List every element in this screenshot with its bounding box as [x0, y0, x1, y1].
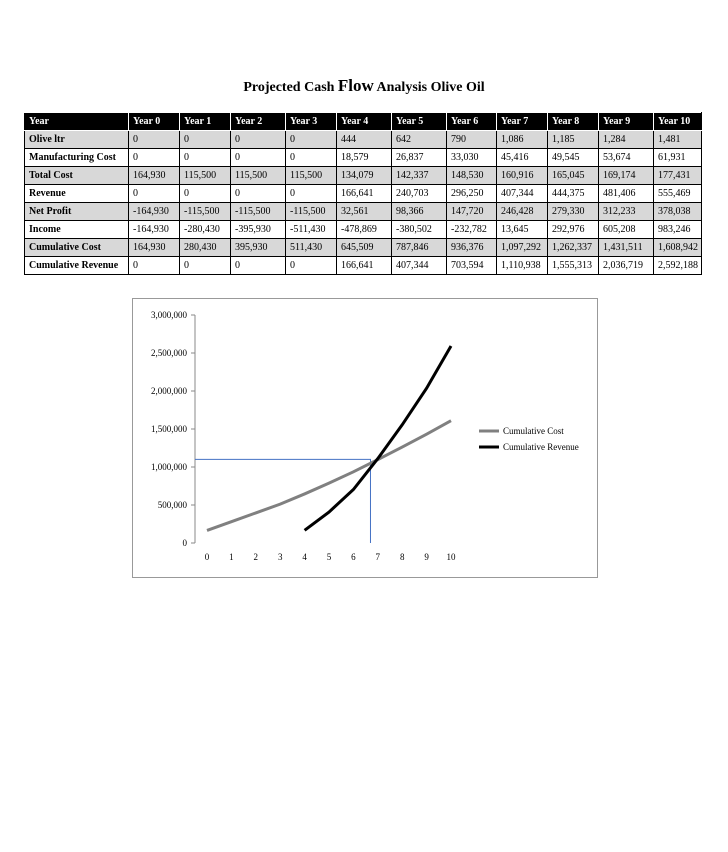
cash-flow-table — [24, 112, 702, 275]
table-cell: 1,284 — [599, 131, 654, 149]
x-tick-label: 7 — [375, 552, 381, 562]
table-cell: 0 — [129, 149, 180, 167]
table-cell: 0 — [286, 149, 337, 167]
row-label: Cumulative Cost — [25, 239, 129, 257]
table-cell: 98,366 — [392, 203, 447, 221]
table-cell: 164,930 — [129, 167, 180, 185]
table-cell: 1,431,511 — [599, 239, 654, 257]
y-tick-label: 2,000,000 — [151, 386, 187, 396]
x-tick-label: 2 — [253, 552, 259, 562]
table-cell: 296,250 — [447, 185, 497, 203]
table-cell: 0 — [129, 185, 180, 203]
header-year-1: Year 1 — [180, 113, 231, 131]
table-row — [25, 257, 702, 275]
table-cell: -115,500 — [180, 203, 231, 221]
y-tick-label: 1,000,000 — [151, 462, 187, 472]
table-cell: 444 — [337, 131, 392, 149]
table-cell: 0 — [129, 257, 180, 275]
table-cell: 444,375 — [548, 185, 599, 203]
table-cell: 0 — [231, 131, 286, 149]
x-tick-label: 10 — [446, 552, 456, 562]
table-cell: 18,579 — [337, 149, 392, 167]
title-part-3: Analysis Olive Oil — [373, 80, 485, 95]
row-label: Cumulative Revenue — [25, 257, 129, 275]
series-line-1 — [305, 346, 451, 530]
table-cell: 164,930 — [129, 239, 180, 257]
table-cell: 395,930 — [231, 239, 286, 257]
table-cell: 148,530 — [447, 167, 497, 185]
table-cell: -164,930 — [129, 203, 180, 221]
header-year-3: Year 3 — [286, 113, 337, 131]
table-cell: 511,430 — [286, 239, 337, 257]
table-row — [25, 131, 702, 149]
table-cell: 177,431 — [654, 167, 702, 185]
table-cell: 407,344 — [392, 257, 447, 275]
title-part-2: Flow — [337, 76, 374, 95]
title-part-1: Projected Cash — [243, 80, 338, 95]
table-cell: 1,086 — [497, 131, 548, 149]
table-cell: -478,869 — [337, 221, 392, 239]
header-year-10: Year 10 — [654, 113, 702, 131]
table-cell: 1,262,337 — [548, 239, 599, 257]
table-cell: -280,430 — [180, 221, 231, 239]
table-cell: 2,036,719 — [599, 257, 654, 275]
table-cell: 0 — [180, 131, 231, 149]
row-label: Manufacturing Cost — [25, 149, 129, 167]
row-label: Net Profit — [25, 203, 129, 221]
x-tick-label: 3 — [277, 552, 283, 562]
legend-label: Cumulative Cost — [503, 426, 564, 436]
y-tick-label: 1,500,000 — [151, 424, 187, 434]
header-year-2: Year 2 — [231, 113, 286, 131]
table-cell: 983,246 — [654, 221, 702, 239]
table-cell: 33,030 — [447, 149, 497, 167]
table-cell: 115,500 — [231, 167, 286, 185]
table-cell: 378,038 — [654, 203, 702, 221]
table-cell: 605,208 — [599, 221, 654, 239]
table-cell: -380,502 — [392, 221, 447, 239]
x-tick-label: 8 — [399, 552, 405, 562]
header-year-6: Year 6 — [447, 113, 497, 131]
table-cell: 0 — [129, 131, 180, 149]
table-cell: -115,500 — [286, 203, 337, 221]
row-label: Income — [25, 221, 129, 239]
header-year-8: Year 8 — [548, 113, 599, 131]
header-year-0: Year 0 — [129, 113, 180, 131]
table-cell: 49,545 — [548, 149, 599, 167]
y-tick-label: 500,000 — [157, 500, 187, 510]
y-tick-label: 2,500,000 — [151, 348, 187, 358]
table-cell: 32,561 — [337, 203, 392, 221]
table-cell: 0 — [180, 185, 231, 203]
table-cell: -232,782 — [447, 221, 497, 239]
table-cell: 642 — [392, 131, 447, 149]
table-cell: 165,045 — [548, 167, 599, 185]
cash-flow-chart — [132, 298, 598, 578]
table-cell: -115,500 — [231, 203, 286, 221]
y-tick-label: 3,000,000 — [151, 310, 187, 320]
table-cell: 407,344 — [497, 185, 548, 203]
table-row — [25, 239, 702, 257]
table-cell: 1,097,292 — [497, 239, 548, 257]
table-cell: 2,592,188 — [654, 257, 702, 275]
table-cell: 61,931 — [654, 149, 702, 167]
break-even-guide-line — [195, 459, 370, 543]
table-cell: 0 — [286, 257, 337, 275]
table-cell: 1,481 — [654, 131, 702, 149]
table-cell: 13,645 — [497, 221, 548, 239]
header-year-9: Year 9 — [599, 113, 654, 131]
table-cell: -511,430 — [286, 221, 337, 239]
table-cell: 53,674 — [599, 149, 654, 167]
table-cell: 787,846 — [392, 239, 447, 257]
x-tick-label: 9 — [424, 552, 429, 562]
table-cell: 555,469 — [654, 185, 702, 203]
y-tick-label: 0 — [182, 538, 187, 548]
table-cell: -164,930 — [129, 221, 180, 239]
table-cell: 246,428 — [497, 203, 548, 221]
table-cell: 280,430 — [180, 239, 231, 257]
x-tick-label: 1 — [229, 552, 234, 562]
table-cell: 0 — [180, 257, 231, 275]
row-label: Olive ltr — [25, 131, 129, 149]
table-cell: 0 — [286, 131, 337, 149]
header-year-5: Year 5 — [392, 113, 447, 131]
table-cell: 0 — [231, 149, 286, 167]
table-cell: 240,703 — [392, 185, 447, 203]
header-year-label: Year — [25, 113, 129, 131]
table-cell: 160,916 — [497, 167, 548, 185]
table-row — [25, 149, 702, 167]
table-cell: 279,330 — [548, 203, 599, 221]
x-tick-label: 0 — [204, 552, 210, 562]
table-cell: 1,110,938 — [497, 257, 548, 275]
table-cell: 312,233 — [599, 203, 654, 221]
table-cell: 1,555,313 — [548, 257, 599, 275]
table-cell: 0 — [180, 149, 231, 167]
row-label: Total Cost — [25, 167, 129, 185]
table-cell: 166,641 — [337, 185, 392, 203]
table-row — [25, 221, 702, 239]
table-cell: 0 — [231, 257, 286, 275]
table-cell: 115,500 — [180, 167, 231, 185]
table-cell: 0 — [231, 185, 286, 203]
table-row — [25, 167, 702, 185]
table-cell: 481,406 — [599, 185, 654, 203]
table-cell: 703,594 — [447, 257, 497, 275]
series-line-0 — [207, 421, 451, 531]
x-tick-label: 5 — [326, 552, 332, 562]
chart-svg — [133, 299, 597, 577]
table-cell: 134,079 — [337, 167, 392, 185]
table-cell: 936,376 — [447, 239, 497, 257]
table-cell: 1,608,942 — [654, 239, 702, 257]
table-cell: -395,930 — [231, 221, 286, 239]
x-tick-label: 6 — [351, 552, 356, 562]
table-cell: 790 — [447, 131, 497, 149]
header-year-4: Year 4 — [337, 113, 392, 131]
table-row — [25, 185, 702, 203]
table-cell: 645,509 — [337, 239, 392, 257]
table-header-row — [25, 113, 702, 131]
table-cell: 142,337 — [392, 167, 447, 185]
table-row — [25, 203, 702, 221]
legend-label: Cumulative Revenue — [503, 442, 579, 452]
x-tick-label: 4 — [302, 552, 307, 562]
table-cell: 292,976 — [548, 221, 599, 239]
page-title — [0, 76, 728, 96]
row-label: Revenue — [25, 185, 129, 203]
table-cell: 26,837 — [392, 149, 447, 167]
table-cell: 115,500 — [286, 167, 337, 185]
table-cell: 1,185 — [548, 131, 599, 149]
table-cell: 169,174 — [599, 167, 654, 185]
table-cell: 0 — [286, 185, 337, 203]
table-cell: 147,720 — [447, 203, 497, 221]
table-cell: 45,416 — [497, 149, 548, 167]
table-cell: 166,641 — [337, 257, 392, 275]
header-year-7: Year 7 — [497, 113, 548, 131]
